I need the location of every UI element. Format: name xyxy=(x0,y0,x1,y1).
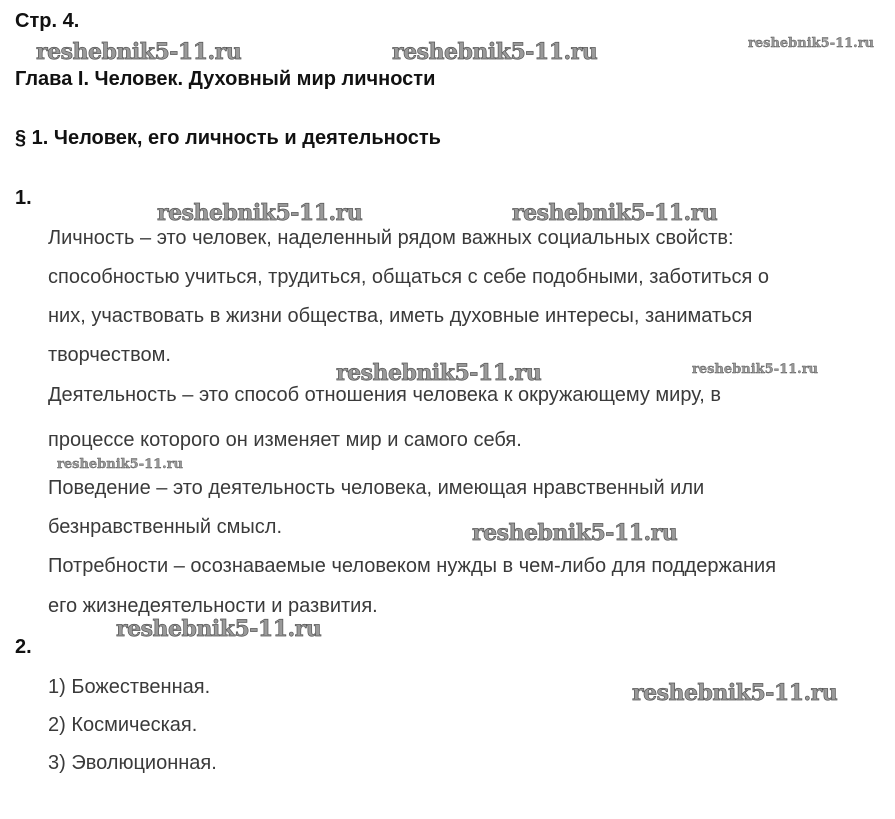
watermark: reshebnik5-11.ru xyxy=(36,39,242,65)
task-2-number: 2. xyxy=(15,636,32,658)
chapter-title: Глава I. Человек. Духовный мир личности xyxy=(15,68,436,90)
answer-item: 1) Божественная. xyxy=(48,676,211,698)
answer-line: Деятельность – это способ отношения человека к окружающему миру, в xyxy=(48,384,721,406)
answer-line: творчеством. xyxy=(48,344,171,366)
answer-line: способностью учиться, трудиться, общаться с себе подобными, заботиться о xyxy=(48,266,770,288)
answer-line: его жизнедеятельности и развития. xyxy=(48,595,378,617)
answer-line: Потребности – осознаваемые человеком нужды в чем-либо для поддержания xyxy=(48,555,777,577)
watermark: reshebnik5-11.ru xyxy=(392,39,598,65)
page-label: Стр. 4. xyxy=(15,10,80,32)
watermark: reshebnik5-11.ru xyxy=(632,680,838,706)
watermark: reshebnik5-11.ru xyxy=(748,36,875,51)
watermark: reshebnik5-11.ru xyxy=(692,362,819,377)
answer-line: процессе которого он изменяет мир и самого себя. xyxy=(48,429,522,451)
watermark: reshebnik5-11.ru xyxy=(512,200,718,226)
watermark: reshebnik5-11.ru xyxy=(57,457,184,472)
answer-item: 2) Космическая. xyxy=(48,714,198,736)
section-title: § 1. Человек, его личность и деятельность xyxy=(15,127,441,149)
answer-line: безнравственный смысл. xyxy=(48,516,283,538)
watermark: reshebnik5-11.ru xyxy=(336,360,542,386)
answer-item: 3) Эволюционная. xyxy=(48,752,217,774)
answer-line: Личность – это человек, наделенный рядом важных социальных свойств: xyxy=(48,227,734,249)
watermark: reshebnik5-11.ru xyxy=(472,520,678,546)
watermark: reshebnik5-11.ru xyxy=(116,616,322,642)
watermark: reshebnik5-11.ru xyxy=(157,200,363,226)
answer-line: них, участвовать в жизни общества, иметь духовные интересы, заниматься xyxy=(48,305,753,327)
task-1-number: 1. xyxy=(15,187,32,209)
answer-line: Поведение – это деятельность человека, имеющая нравственный или xyxy=(48,477,705,499)
